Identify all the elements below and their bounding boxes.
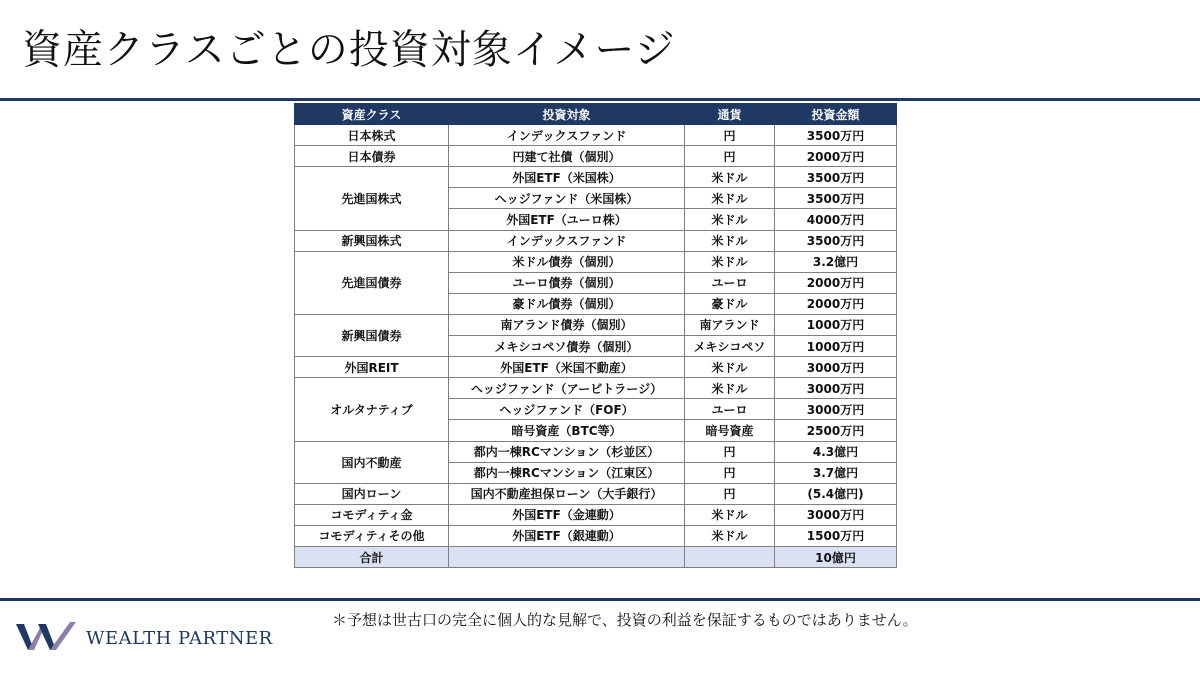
amount-cell: 3000万円: [775, 399, 897, 420]
investment-target-cell: 米ドル債券（個別）: [449, 251, 685, 272]
investment-target-cell: インデックスファンド: [449, 230, 685, 251]
total-amount-cell: 10億円: [775, 546, 897, 567]
currency-cell: 円: [685, 462, 775, 483]
amount-cell: 3000万円: [775, 357, 897, 378]
table-row: [295, 504, 897, 525]
currency-cell: 円: [685, 483, 775, 504]
table-row: [295, 378, 897, 399]
asset-class-cell: 先進国債券: [295, 251, 449, 314]
table-row: [295, 167, 897, 188]
table-row: [295, 357, 897, 378]
investment-target-cell: 都内一棟RCマンション（杉並区）: [449, 441, 685, 462]
table-row: [295, 251, 897, 272]
investment-target-cell: インデックスファンド: [449, 125, 685, 146]
asset-class-cell: コモディティその他: [295, 525, 449, 546]
currency-cell: 米ドル: [685, 525, 775, 546]
currency-cell: 円: [685, 146, 775, 167]
amount-cell: 3500万円: [775, 167, 897, 188]
amount-cell: 3500万円: [775, 230, 897, 251]
investment-target-cell: ヘッジファンド（FOF）: [449, 399, 685, 420]
investment-target-cell: 円建て社債（個別）: [449, 146, 685, 167]
amount-cell: 2000万円: [775, 146, 897, 167]
wealth-partner-w-logo-icon: [14, 620, 80, 656]
asset-class-cell: 国内不動産: [295, 441, 449, 483]
total-row: [295, 546, 897, 567]
currency-cell: 米ドル: [685, 167, 775, 188]
total-label-cell: 合計: [295, 546, 449, 567]
table-row: [295, 314, 897, 335]
amount-cell: 1000万円: [775, 336, 897, 357]
amount-cell: 3.7億円: [775, 462, 897, 483]
asset-class-cell: 日本債券: [295, 146, 449, 167]
investment-target-cell: 暗号資産（BTC等）: [449, 420, 685, 441]
amount-cell: 2500万円: [775, 420, 897, 441]
investment-target-cell: 都内一棟RCマンション（江東区）: [449, 462, 685, 483]
header-amount: 投資金額: [775, 104, 897, 125]
table-row: [295, 230, 897, 251]
investment-target-cell: 外国ETF（銀連動）: [449, 525, 685, 546]
investment-target-cell: ヘッジファンド（米国株）: [449, 188, 685, 209]
currency-cell: 豪ドル: [685, 293, 775, 314]
currency-cell: 南アランド: [685, 314, 775, 335]
brand-logo: [14, 620, 273, 656]
logo-text: WEALTH PARTNER: [86, 627, 273, 649]
investment-target-cell: 国内不動産担保ローン（大手銀行）: [449, 483, 685, 504]
investment-target-cell: メキシコペソ債券（個別）: [449, 336, 685, 357]
investment-target-cell: ユーロ債券（個別）: [449, 272, 685, 293]
disclaimer-note: ＊予想は世古口の完全に個人的な見解で、投資の利益を保証するものではありません。: [332, 611, 918, 629]
asset-class-cell: 国内ローン: [295, 483, 449, 504]
table-row: [295, 146, 897, 167]
currency-cell: 米ドル: [685, 209, 775, 230]
asset-class-cell: 先進国株式: [295, 167, 449, 230]
table-row: [295, 441, 897, 462]
header-currency: 通貨: [685, 104, 775, 125]
bottom-divider: [0, 598, 1200, 601]
page-title: 資産クラスごとの投資対象イメージ: [22, 27, 676, 73]
asset-class-cell: オルタナティブ: [295, 378, 449, 441]
currency-cell: 米ドル: [685, 357, 775, 378]
currency-cell: 米ドル: [685, 230, 775, 251]
currency-cell: 米ドル: [685, 378, 775, 399]
currency-cell: メキシコペソ: [685, 336, 775, 357]
investment-target-cell: 外国ETF（ユーロ株）: [449, 209, 685, 230]
amount-cell: 1500万円: [775, 525, 897, 546]
table-body: [295, 125, 897, 568]
amount-cell: 3500万円: [775, 188, 897, 209]
investment-target-cell: 南アランド債券（個別）: [449, 314, 685, 335]
total-target-cell: [449, 546, 685, 567]
investment-target-cell: 豪ドル債券（個別）: [449, 293, 685, 314]
currency-cell: 円: [685, 125, 775, 146]
header-investment-target: 投資対象: [449, 104, 685, 125]
top-divider: [0, 98, 1200, 101]
amount-cell: 1000万円: [775, 314, 897, 335]
asset-class-cell: 新興国債券: [295, 314, 449, 356]
investment-target-cell: ヘッジファンド（アービトラージ）: [449, 378, 685, 399]
table-row: [295, 125, 897, 146]
currency-cell: 円: [685, 441, 775, 462]
header-asset-class: 資産クラス: [295, 104, 449, 125]
currency-cell: ユーロ: [685, 272, 775, 293]
asset-allocation-table: [294, 103, 897, 568]
currency-cell: 米ドル: [685, 504, 775, 525]
amount-cell: 3000万円: [775, 378, 897, 399]
amount-cell: 4.3億円: [775, 441, 897, 462]
amount-cell: 3.2億円: [775, 251, 897, 272]
amount-cell: (5.4億円): [775, 483, 897, 504]
amount-cell: 4000万円: [775, 209, 897, 230]
currency-cell: ユーロ: [685, 399, 775, 420]
amount-cell: 3500万円: [775, 125, 897, 146]
currency-cell: 米ドル: [685, 188, 775, 209]
amount-cell: 2000万円: [775, 293, 897, 314]
investment-target-cell: 外国ETF（米国不動産）: [449, 357, 685, 378]
currency-cell: 暗号資産: [685, 420, 775, 441]
asset-class-cell: 日本株式: [295, 125, 449, 146]
investment-target-cell: 外国ETF（金連動）: [449, 504, 685, 525]
amount-cell: 3000万円: [775, 504, 897, 525]
table-header-row: [295, 104, 897, 125]
currency-cell: 米ドル: [685, 251, 775, 272]
asset-class-cell: コモディティ金: [295, 504, 449, 525]
amount-cell: 2000万円: [775, 272, 897, 293]
investment-target-cell: 外国ETF（米国株）: [449, 167, 685, 188]
total-currency-cell: [685, 546, 775, 567]
table-row: [295, 525, 897, 546]
asset-class-cell: 外国REIT: [295, 357, 449, 378]
asset-class-cell: 新興国株式: [295, 230, 449, 251]
table-row: [295, 483, 897, 504]
